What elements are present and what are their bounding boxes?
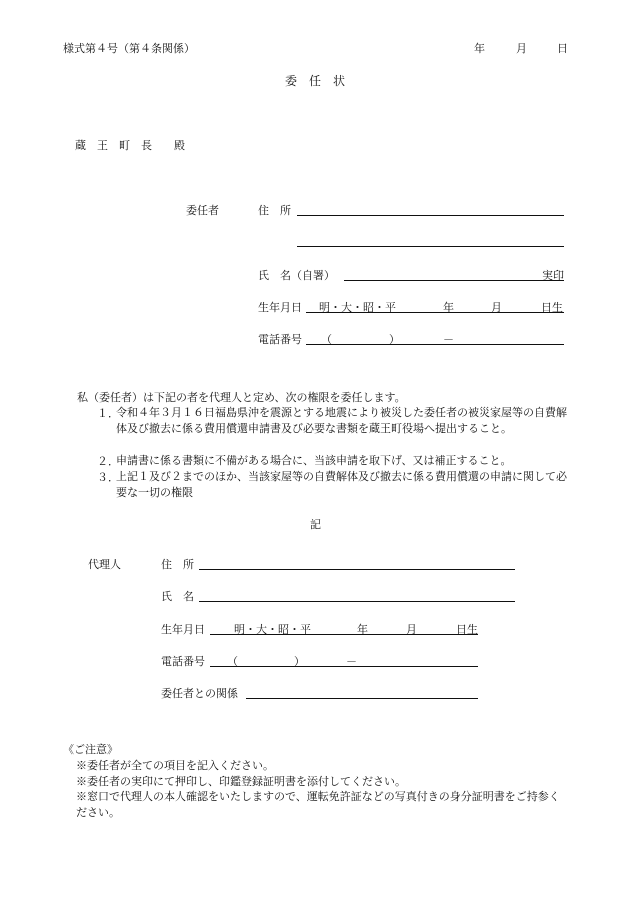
agent-name-label: 氏 名 bbox=[161, 590, 194, 603]
date-year-label: 年 bbox=[474, 42, 485, 55]
addressee: 蔵 王 町 長 殿 bbox=[75, 139, 185, 152]
agent-birth-year: 年 bbox=[357, 623, 368, 636]
statement-item-1-number: １． bbox=[97, 407, 119, 420]
statement-intro: 私（委任者）は下記の者を代理人と定め、次の権限を委任します。 bbox=[77, 391, 406, 404]
statement-item-2-text: 申請書に係る書類に不備がある場合に、当該申請を取下げ、又は補正すること。 bbox=[116, 454, 512, 467]
agent-phone-label: 電話番号 bbox=[161, 655, 205, 668]
agent-phone-paren-close: ） bbox=[294, 655, 305, 668]
statement-item-3-number: ３． bbox=[97, 471, 119, 484]
ki-heading: 記 bbox=[310, 518, 321, 531]
agent-birth-month: 月 bbox=[406, 623, 417, 636]
delegator-name-line[interactable] bbox=[344, 280, 564, 281]
note-item: ※窓口で代理人の本人確認をいたしますので、運転免許証などの写真付きの身分証明書をご持参ください。 bbox=[76, 790, 560, 819]
agent-birth-suffix: 日生 bbox=[456, 623, 478, 636]
agent-era-options[interactable]: 明・大・昭・平 bbox=[234, 623, 311, 636]
agent-relation-line[interactable] bbox=[246, 698, 478, 699]
agent-address-line[interactable] bbox=[199, 569, 515, 570]
delegator-seal-label: 実印 bbox=[542, 269, 564, 282]
delegator-phone-paren-open: （ bbox=[321, 333, 332, 346]
agent-relation-label: 委任者との関係 bbox=[161, 687, 238, 700]
delegator-address-label: 住 所 bbox=[258, 204, 291, 217]
statement-item-3-text: 上記１及び２までのほか、当該家屋等の自費解体及び撤去に係る費用償還の申請に関して必要な一切の権限 bbox=[116, 470, 567, 499]
delegator-era-options[interactable]: 明・大・昭・平 bbox=[319, 301, 396, 314]
delegator-phone-paren-close: ） bbox=[389, 333, 400, 346]
form-number: 様式第４号（第４条関係） bbox=[63, 42, 195, 55]
note-item: ※委任者の実印にて押印し、印鑑登録証明書を添付してください。 bbox=[76, 775, 406, 788]
date-day-label: 日 bbox=[557, 42, 568, 55]
delegator-birth-month: 月 bbox=[491, 301, 502, 314]
statement-item-2-number: ２． bbox=[97, 455, 119, 468]
delegator-label: 委任者 bbox=[186, 204, 219, 217]
agent-phone-line[interactable] bbox=[210, 666, 478, 667]
delegator-birth-label: 生年月日 bbox=[258, 301, 302, 314]
delegator-phone-line[interactable] bbox=[306, 344, 564, 345]
delegator-birth-year: 年 bbox=[443, 301, 454, 314]
notes-heading: 《ご注意》 bbox=[63, 743, 118, 756]
delegator-address-line-2[interactable] bbox=[297, 246, 564, 247]
delegator-birth-suffix: 日生 bbox=[541, 301, 563, 314]
agent-birth-label: 生年月日 bbox=[161, 623, 205, 636]
statement-item-1-text: 令和４年３月１６日福島県沖を震源とする地震により被災した委任者の被災家屋等の自費解体及び撤去に係る費用償還申請書及び必要な書類を蔵王町役場へ提出すること。 bbox=[116, 406, 567, 435]
delegator-address-line-1[interactable] bbox=[297, 215, 564, 216]
document-title: 委 任 状 bbox=[285, 74, 346, 88]
delegator-phone-dash: － bbox=[443, 333, 454, 346]
note-item: ※委任者が全ての項目を記入ください。 bbox=[76, 759, 274, 772]
agent-phone-dash: － bbox=[346, 655, 357, 668]
delegator-phone-label: 電話番号 bbox=[258, 333, 302, 346]
agent-name-line[interactable] bbox=[199, 601, 515, 602]
agent-phone-paren-open: （ bbox=[227, 655, 238, 668]
agent-label: 代理人 bbox=[88, 558, 121, 571]
agent-address-label: 住 所 bbox=[161, 558, 194, 571]
delegator-name-label: 氏 名（自署） bbox=[258, 269, 335, 282]
date-month-label: 月 bbox=[516, 42, 527, 55]
